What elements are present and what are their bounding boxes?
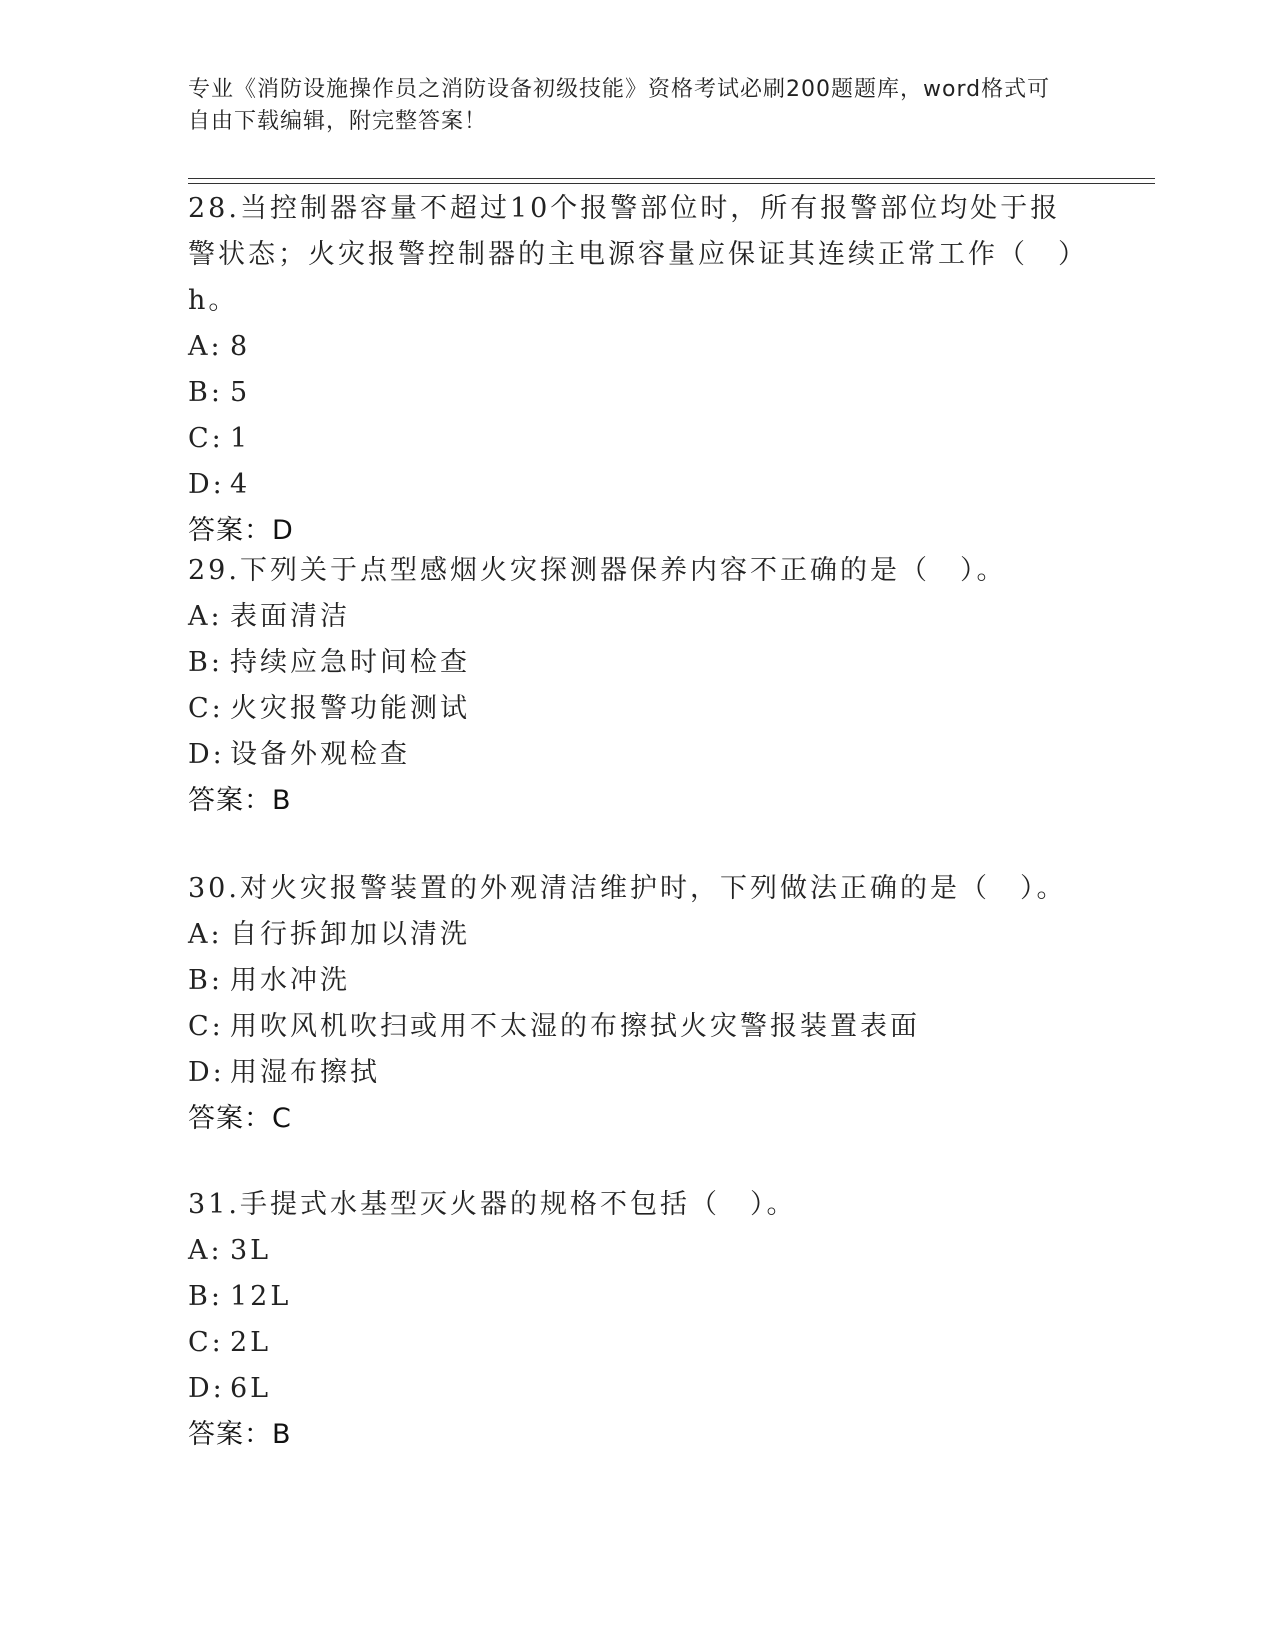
option-text: 3L [230, 1235, 272, 1266]
question-31 [188, 1182, 1088, 1458]
question-28 [188, 186, 1088, 554]
option-d [188, 1366, 1088, 1412]
option-a [188, 912, 1088, 958]
option-key: B: [188, 377, 223, 408]
option-text: 用水冲洗 [230, 965, 350, 996]
option-text: 12L [230, 1281, 292, 1312]
question-stem: 30.对火灾报警装置的外观清洁维护时，下列做法正确的是（ ）。 [188, 873, 1067, 904]
header-divider-bottom [188, 183, 1155, 184]
question-stem: 28.当控制器容量不超过10个报警部位时，所有报警部位均处于报警状态；火灾报警控制器的主电源容量应保证其连续正常工作（ ）h。 [188, 193, 1088, 316]
option-key: D: [188, 1057, 225, 1088]
option-key: D: [188, 739, 225, 770]
option-c [188, 1320, 1088, 1366]
option-key: A: [188, 331, 223, 362]
answer: 答案：B [188, 1419, 292, 1450]
option-a [188, 594, 1088, 640]
option-key: B: [188, 1281, 223, 1312]
option-b [188, 958, 1088, 1004]
option-key: C: [188, 693, 224, 724]
option-text: 设备外观检查 [230, 739, 410, 770]
answer: 答案：D [188, 515, 294, 546]
option-text: 持续应急时间检查 [230, 647, 470, 678]
option-key: B: [188, 647, 223, 678]
option-text: 用吹风机吹扫或用不太湿的布擦拭火灾警报装置表面 [230, 1011, 920, 1042]
option-key: C: [188, 1011, 224, 1042]
option-key: A: [188, 601, 223, 632]
option-b [188, 1274, 1088, 1320]
option-b [188, 640, 1088, 686]
option-a [188, 1228, 1088, 1274]
question-stem: 29.下列关于点型感烟火灾探测器保养内容不正确的是（ ）。 [188, 555, 1007, 586]
option-text: 自行拆卸加以清洗 [230, 919, 470, 950]
option-text: 5 [230, 377, 251, 408]
option-d [188, 732, 1088, 778]
option-key: D: [188, 469, 225, 500]
option-c [188, 1004, 1088, 1050]
option-text: 6L [230, 1373, 272, 1404]
option-d [188, 1050, 1088, 1096]
header-divider-top [188, 178, 1155, 179]
question-stem: 31.手提式水基型灭火器的规格不包括（ ）。 [188, 1189, 797, 1220]
option-text: 2L [230, 1327, 272, 1358]
question-30 [188, 866, 1088, 1142]
option-key: A: [188, 919, 223, 950]
option-b [188, 370, 1088, 416]
option-d [188, 462, 1088, 508]
option-c [188, 686, 1088, 732]
option-text: 8 [230, 331, 251, 362]
document-header: 专业《消防设施操作员之消防设备初级技能》资格考试必刷200题题库，word格式可自由下载编辑，附完整答案！ [188, 77, 1051, 134]
answer: 答案：B [188, 785, 292, 816]
option-text: 用湿布擦拭 [230, 1057, 380, 1088]
option-key: C: [188, 423, 224, 454]
option-key: C: [188, 1327, 224, 1358]
option-key: D: [188, 1373, 225, 1404]
option-text: 火灾报警功能测试 [230, 693, 470, 724]
option-key: A: [188, 1235, 223, 1266]
question-29 [188, 548, 1088, 824]
option-text: 1 [230, 423, 251, 454]
option-text: 4 [230, 469, 251, 500]
option-key: B: [188, 965, 223, 996]
option-a [188, 324, 1088, 370]
option-text: 表面清洁 [230, 601, 350, 632]
option-c [188, 416, 1088, 462]
answer: 答案：C [188, 1103, 292, 1134]
